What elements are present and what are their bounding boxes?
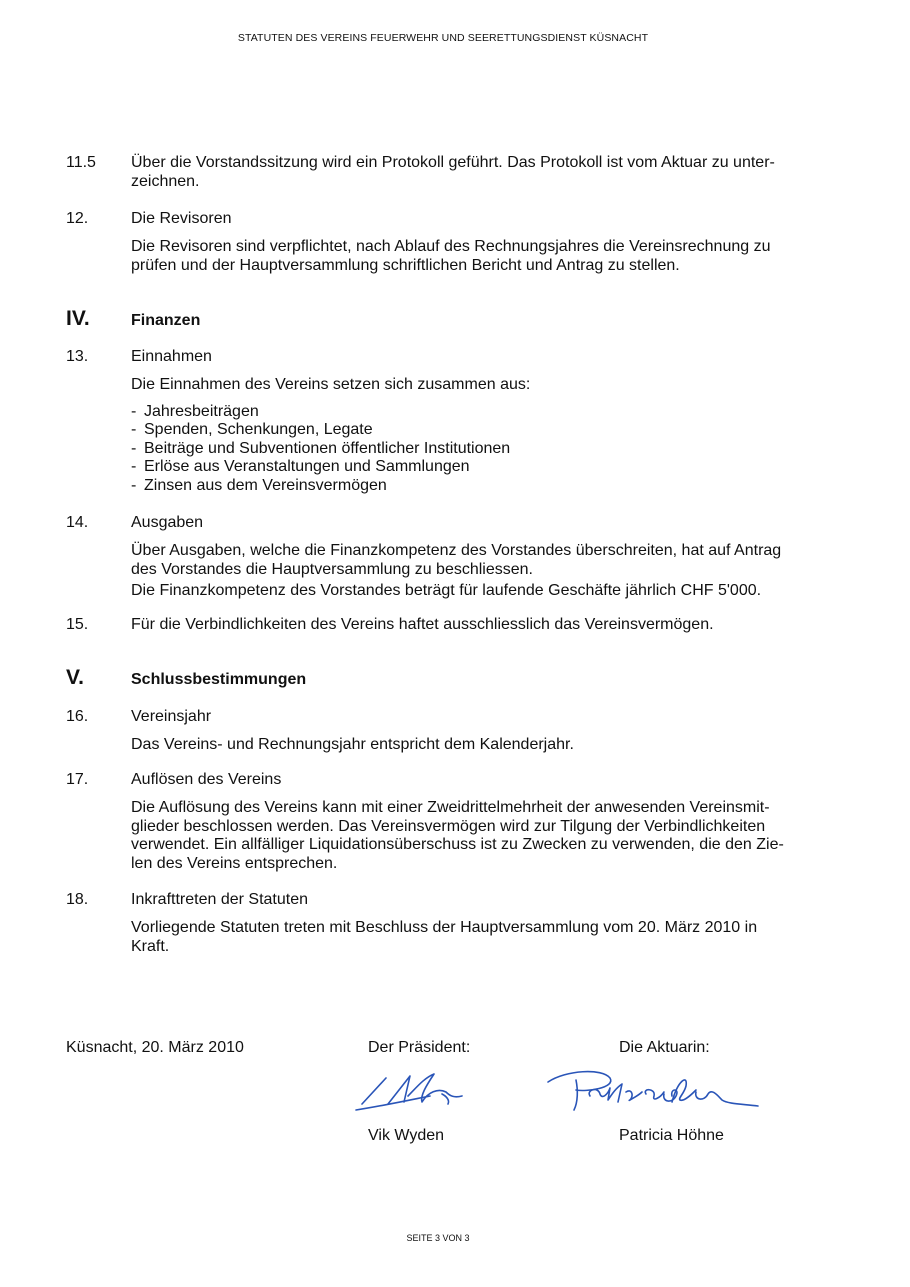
item-number: 16. <box>66 708 89 725</box>
text-line: glieder beschlossen werden. Das Vereinsvermögen wird zur Tilgung der Verbindlichkeiten <box>131 817 766 835</box>
president-name: Vik Wyden <box>368 1127 445 1144</box>
secretary-label: Die Aktuarin: <box>619 1039 710 1056</box>
list-item: - Jahresbeiträgen <box>131 403 510 421</box>
place-date: Küsnacht, 20. März 2010 <box>66 1039 244 1056</box>
text-line: len des Vereins entsprechen. <box>131 854 338 872</box>
item-number: 11.5 <box>66 154 96 171</box>
section-number: IV. <box>66 307 90 330</box>
item-number: 14. <box>66 514 89 531</box>
paragraph-11-5 <box>131 154 831 191</box>
secretary-signature <box>546 1066 766 1114</box>
section-title: Schlussbestimmungen <box>131 671 307 688</box>
text-line: zeichnen. <box>131 172 200 190</box>
item-number: 18. <box>66 891 89 908</box>
item-title: Die Revisoren <box>131 210 232 227</box>
list-item: - Beiträge und Subventionen öffentlicher Institutionen <box>131 440 510 458</box>
section-number: V. <box>66 666 84 689</box>
text-line: Vorliegende Statuten treten mit Beschluss der Hauptversammlung vom 20. März 2010 in <box>131 919 758 936</box>
president-signature <box>352 1066 482 1114</box>
text-line: Über die Vorstandssitzung wird ein Protokoll geführt. Das Protokoll ist vom Aktuar zu unter- <box>131 154 775 171</box>
item-number: 15. <box>66 616 89 633</box>
text-line: des Vorstandes die Hauptversammlung zu beschliessen. <box>131 560 533 578</box>
text-line: prüfen und der Hauptversammlung schriftlichen Bericht und Antrag zu stellen. <box>131 256 680 274</box>
list-item: - Spenden, Schenkungen, Legate <box>131 421 510 439</box>
text-line: Die Revisoren sind verpflichtet, nach Ablauf des Rechnungsjahres die Vereinsrechnung zu <box>131 238 771 255</box>
paragraph-18 <box>131 919 831 956</box>
paragraph-16: Das Vereins- und Rechnungsjahr entspricht dem Kalenderjahr. <box>131 736 574 753</box>
item-title: Vereinsjahr <box>131 708 212 725</box>
paragraph-13-intro: Die Einnahmen des Vereins setzen sich zusammen aus: <box>131 376 531 393</box>
item-title: Inkrafttreten der Statuten <box>131 891 308 908</box>
text-line: Über Ausgaben, welche die Finanzkompetenz des Vorstandes überschreiten, hat auf Antrag <box>131 542 782 559</box>
paragraph-17 <box>131 799 831 873</box>
paragraph-12 <box>131 238 831 275</box>
item-number: 13. <box>66 348 89 365</box>
text-line: verwendet. Ein allfälliger Liquidationsüberschuss ist zu Zwecken zu verwenden, die den Zie- <box>131 836 784 853</box>
item-title: Auflösen des Vereins <box>131 771 282 788</box>
item-title: Einnahmen <box>131 348 212 365</box>
page-footer: SEITE 3 VON 3 <box>406 1233 470 1243</box>
list-item: - Erlöse aus Veranstaltungen und Sammlungen <box>131 458 510 476</box>
page-header: STATUTEN DES VEREINS FEUERWEHR UND SEERETTUNGSDIENST KÜSNACHT <box>237 32 649 44</box>
item-title: Ausgaben <box>131 514 204 531</box>
income-list <box>131 403 510 495</box>
paragraph-14 <box>131 542 831 579</box>
secretary-name: Patricia Höhne <box>619 1127 724 1144</box>
paragraph-15: Für die Verbindlichkeiten des Vereins haftet ausschliesslich das Vereinsvermögen. <box>131 616 714 633</box>
text-line: Kraft. <box>131 937 170 955</box>
section-title: Finanzen <box>131 312 201 329</box>
list-item: - Zinsen aus dem Vereinsvermögen <box>131 477 510 495</box>
paragraph-14-extra: Die Finanzkompetenz des Vorstandes beträgt für laufende Geschäfte jährlich CHF 5'000. <box>131 582 762 599</box>
item-number: 17. <box>66 771 89 788</box>
text-line: Die Auflösung des Vereins kann mit einer Zweidrittelmehrheit der anwesenden Vereinsmit- <box>131 799 770 816</box>
item-number: 12. <box>66 210 89 227</box>
president-label: Der Präsident: <box>368 1039 471 1056</box>
